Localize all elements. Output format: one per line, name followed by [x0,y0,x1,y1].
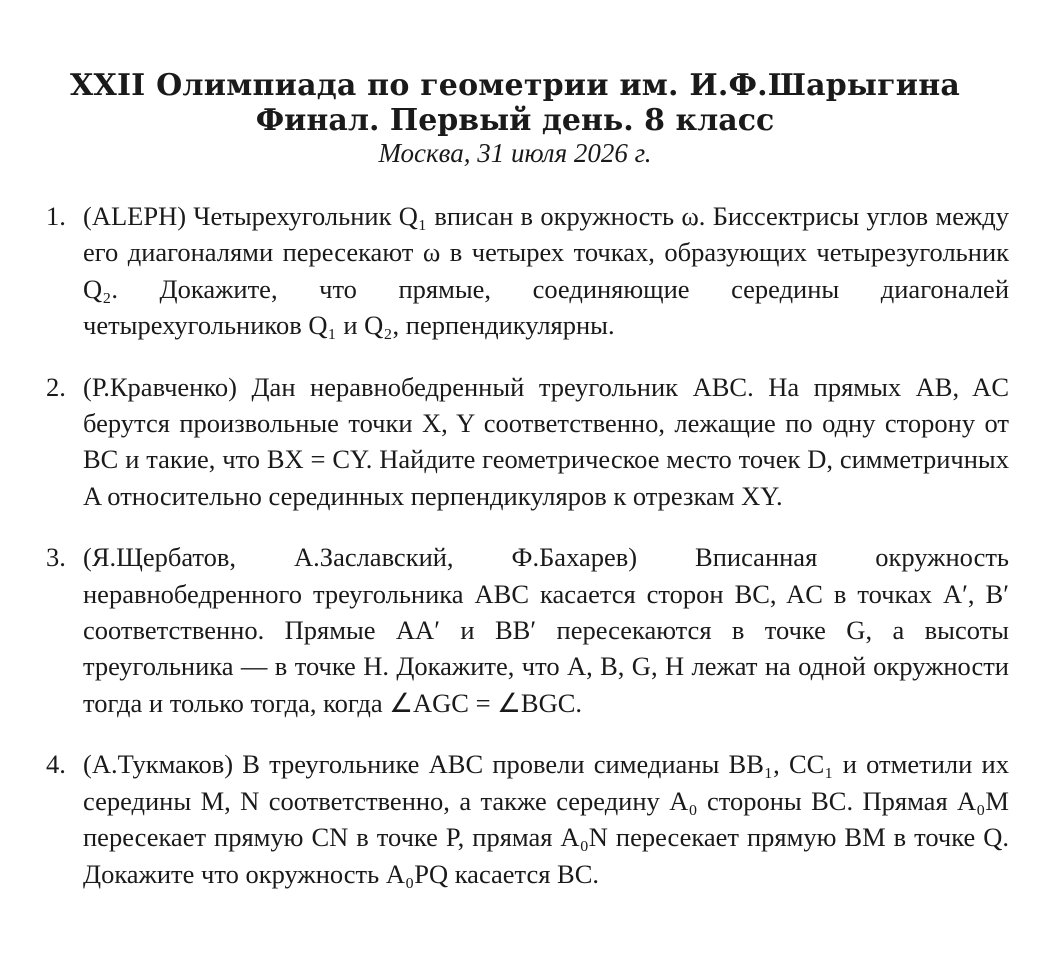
problem-text: (А.Тукмаков) В треугольнике ABC провели симедианы BB₁, CC₁ и отметили их середины M, N соответственно, а также середину A₀ стороны BC. Прямая A₀M пересекает прямую CN в точке P, прямая A₀N пересекает прямую BM в точке Q. Докажите что окружность A₀PQ касается BC. [83,749,1009,889]
problem-item [46,369,1009,515]
problem-number: 1. [46,201,66,231]
problem-item [46,198,1009,344]
problem-item [46,746,1009,892]
document-header [0,68,1030,168]
problem-text: (Р.Кравченко) Дан неравнобедренный треугольник ABC. На прямых AB, AC берутся произвольные точки X, Y соответственно, лежащие по одну сторону от BC и такие, что BX = CY. Найдите геометрическое место точек D, симметричных A относительно серединных перпендикуляров к отрезкам XY. [83,371,1009,511]
problem-number: 2. [46,371,66,402]
olympiad-title: XXII Олимпиада по геометрии им. И.Ф.Шарыгина [70,68,960,103]
problem-text: (ALEPH) Четырехугольник Q₁ вписан в окружность ω. Биссектрисы углов между его диагоналями пересекают ω в четырех точках, образующих четырезугольник Q₂. Докажите, что прямые, соединяющие середины диагоналей четырехугольников Q₁ и Q₂, перпендикулярны. [83,201,1009,341]
round-subtitle: Финал. Первый день. 8 класс [255,103,775,138]
problem-number: 3. [46,542,66,573]
problem-item [46,539,1009,721]
problem-list [46,198,1009,917]
problem-number: 4. [46,749,66,780]
date-line: Москва, 31 июля 2026 г. [378,138,652,168]
problem-text: (Я.Щербатов, А.Заславский, Ф.Бахарев) Вписанная окружность неравнобедренного треугольника ABC касается сторон BC, AC в точках A′, B′ соответственно. Прямые AA′ и BB′ пересекаются в точке G, а высоты треугольника — в точке H. Докажите, что A, B, G, H лежат на одной окружности тогда и только тогда, когда ∠AGC = ∠BGC. [83,542,1009,718]
